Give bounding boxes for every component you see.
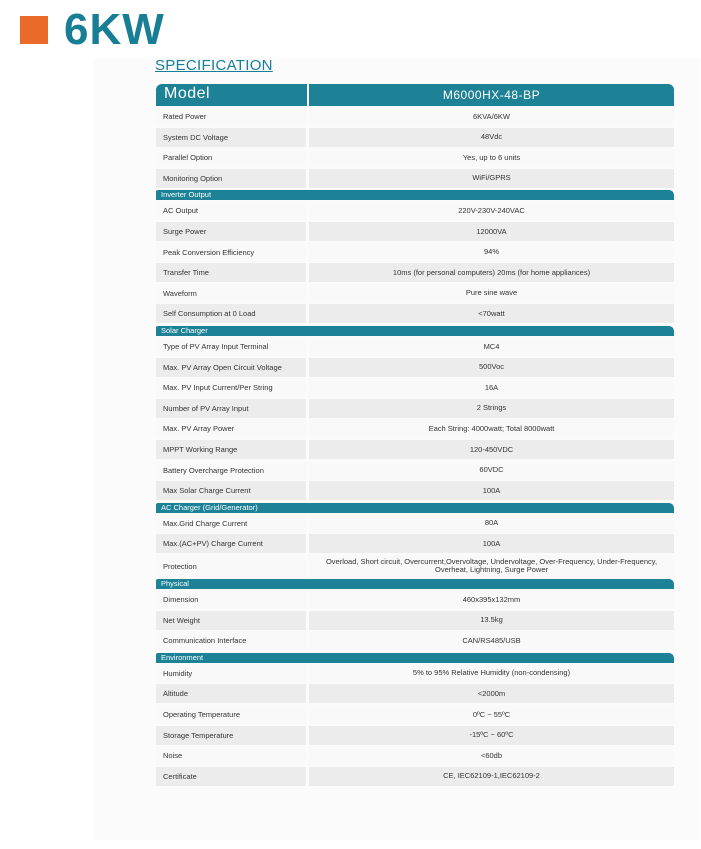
spec-row	[156, 419, 674, 438]
spec-value: 0ºC ~ 55ºC	[309, 705, 674, 724]
section-title: Solar Charger	[161, 326, 208, 335]
spec-row	[156, 726, 674, 745]
spec-label: Altitude	[156, 684, 306, 703]
spec-label: Max Solar Charge Current	[156, 481, 306, 500]
section-title: Physical	[161, 579, 189, 588]
specification-heading: SPECIFICATION	[155, 57, 273, 74]
spec-row	[156, 590, 674, 609]
spec-value: Each String: 4000watt; Total 8000watt	[309, 419, 674, 438]
spec-value: 48Vdc	[309, 128, 674, 147]
spec-row	[156, 378, 674, 397]
spec-label: Rated Power	[156, 107, 306, 126]
spec-value: 5% to 95% Relative Humidity (non-condensing)	[309, 664, 674, 683]
spec-row	[156, 705, 674, 724]
spec-row	[156, 746, 674, 765]
spec-row	[156, 337, 674, 356]
spec-value: CAN/RS485/USB	[309, 631, 674, 650]
spec-row	[156, 399, 674, 418]
spec-row	[156, 263, 674, 282]
spec-value: 80A	[309, 514, 674, 533]
spec-label: Battery Overcharge Protection	[156, 461, 306, 480]
spec-label: Dimension	[156, 590, 306, 609]
spec-row	[156, 304, 674, 323]
spec-value: 12000VA	[309, 222, 674, 241]
spec-row	[156, 169, 674, 188]
section-title: AC Charger (Grid/Generator)	[161, 502, 258, 512]
spec-value: 6KVA/6KW	[309, 107, 674, 126]
spec-value: 94%	[309, 243, 674, 262]
spec-value: 460x395x132mm	[309, 590, 674, 609]
section-title: Inverter Output	[161, 190, 212, 200]
orange-square-icon	[20, 16, 48, 44]
section-header	[156, 579, 674, 589]
spec-label: Humidity	[156, 664, 306, 683]
spec-row	[156, 555, 674, 577]
spec-label: Operating Temperature	[156, 705, 306, 724]
spec-value: 120-450VDC	[309, 440, 674, 459]
spec-value: Pure sine wave	[309, 284, 674, 303]
spec-value: CE, IEC62109-1,IEC62109-2	[309, 767, 674, 786]
spec-row	[156, 440, 674, 459]
spec-label: Max. PV Array Power	[156, 419, 306, 438]
section-header	[156, 326, 674, 336]
spec-row	[156, 148, 674, 167]
spec-row	[156, 358, 674, 377]
spec-label: Number of PV Array Input	[156, 399, 306, 418]
spec-row	[156, 128, 674, 147]
spec-row	[156, 767, 674, 786]
spec-value: 10ms (for personal computers) 20ms (for home appliances)	[309, 263, 674, 282]
model-value: M6000HX-48-BP	[442, 88, 541, 102]
spec-value: Yes, up to 6 units	[309, 148, 674, 167]
spec-label: Self Consumption at 0 Load	[156, 304, 306, 323]
spec-label: AC Output	[156, 201, 306, 220]
spec-value: <70watt	[309, 304, 674, 323]
spec-label: Parallel Option	[156, 148, 306, 167]
spec-label: Surge Power	[156, 222, 306, 241]
spec-label: Type of PV Array Input Terminal	[156, 337, 306, 356]
spec-label: Protection	[156, 555, 306, 577]
page-title: 6KW	[64, 5, 165, 54]
spec-label: Max.(AC+PV) Charge Current	[156, 534, 306, 553]
spec-row	[156, 201, 674, 220]
spec-value: 16A	[309, 378, 674, 397]
spec-value: 220V-230V-240VAC	[309, 201, 674, 220]
model-header-row	[156, 84, 674, 106]
spec-row	[156, 631, 674, 650]
spec-row	[156, 514, 674, 533]
spec-row	[156, 611, 674, 630]
spec-label: Net Weight	[156, 611, 306, 630]
spec-label: MPPT Working Range	[156, 440, 306, 459]
spec-row	[156, 284, 674, 303]
spec-value: Overload, Short circuit, Overcurrent,Overvoltage, Undervoltage, Over-Frequency, Under-Frequency, Overheat, Lightning, Surge Power	[309, 555, 674, 577]
spec-label: Certificate	[156, 767, 306, 786]
spec-value: -15ºC ~ 60ºC	[309, 726, 674, 745]
spec-label: Max. PV Input Current/Per String	[156, 378, 306, 397]
spec-label: Storage Temperature	[156, 726, 306, 745]
section-header	[156, 653, 674, 663]
section-title: Environment	[161, 652, 204, 662]
spec-row	[156, 243, 674, 262]
spec-row	[156, 461, 674, 480]
model-label: Model	[164, 85, 211, 102]
spec-row	[156, 534, 674, 553]
spec-value: <2000m	[309, 684, 674, 703]
spec-row	[156, 107, 674, 126]
spec-label: Max. PV Array Open Circuit Voltage	[156, 358, 306, 377]
section-header	[156, 190, 674, 200]
spec-label: Max.Grid Charge Current	[156, 514, 306, 533]
spec-label: Transfer Time	[156, 263, 306, 282]
spec-value: 500Voc	[309, 358, 674, 377]
spec-label: Peak Conversion Efficiency	[156, 243, 306, 262]
spec-label: Communication Interface	[156, 631, 306, 650]
section-header	[156, 503, 674, 513]
spec-label: Noise	[156, 746, 306, 765]
spec-value: 2 Strings	[309, 399, 674, 418]
spec-value: 100A	[309, 481, 674, 500]
spec-row	[156, 664, 674, 683]
spec-value: 100A	[309, 534, 674, 553]
spec-label: System DC Voltage	[156, 128, 306, 147]
spec-row	[156, 222, 674, 241]
spec-value: 60VDC	[309, 461, 674, 480]
spec-label: Monitoring Option	[156, 169, 306, 188]
spec-row	[156, 481, 674, 500]
spec-value: 13.5kg	[309, 611, 674, 630]
spec-value: WiFi/GPRS	[309, 169, 674, 188]
spec-row	[156, 684, 674, 703]
spec-value: <60db	[309, 746, 674, 765]
spec-label: Waveform	[156, 284, 306, 303]
spec-value: MC4	[309, 337, 674, 356]
